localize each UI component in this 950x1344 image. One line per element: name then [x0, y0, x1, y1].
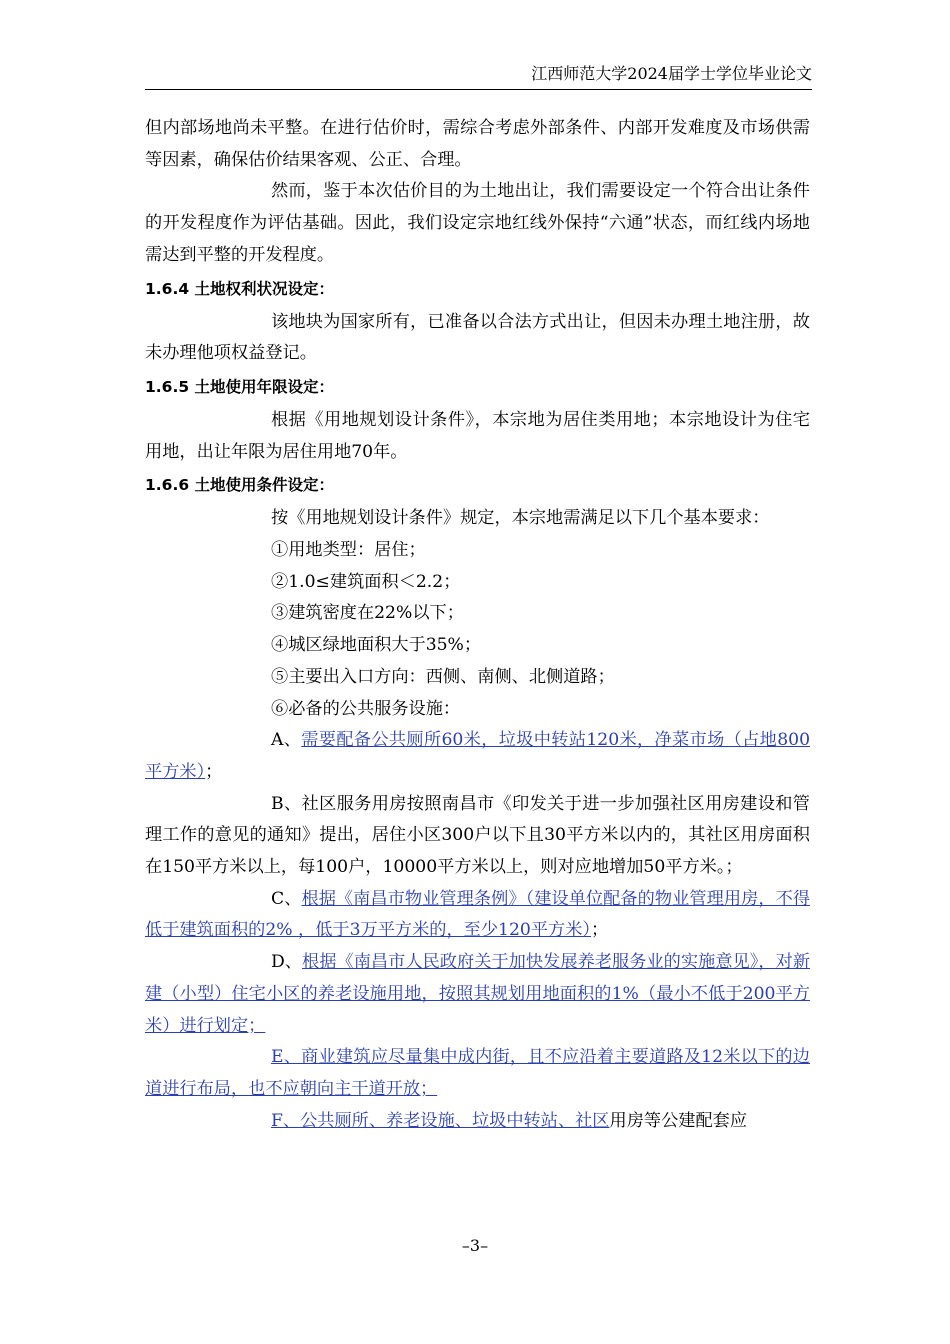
item-f [145, 1106, 810, 1138]
item-b: B、社区服务用房按照南昌市《印发关于进一步加强社区用房建设和管理工作的意见的通知》提出，居住小区300户以下且30平方米以内的，其社区用房面积在150平方米以上，每100户，10000平方米以上，则对应地增加50平方米。； [145, 793, 810, 878]
list-item: ④城区绿地面积大于35%； [271, 635, 482, 656]
section-heading-1-6-4: 1.6.4 土地权利状况设定： [145, 279, 335, 298]
section-heading-1-6-5: 1.6.5 土地使用年限设定： [145, 377, 335, 396]
item-e-link[interactable]: E、商业建筑应尽量集中成内街，且不应沿着主要道路及12米以下的边道进行布局，也不应朝向主干道开放； [145, 1047, 810, 1099]
item-c-prefix: C、 [271, 888, 302, 909]
page-number: –3– [461, 1236, 489, 1255]
paragraph: 按《用地规划设计条件》规定，本宗地需满足以下几个基本要求： [271, 508, 770, 529]
item-a-suffix: ； [205, 761, 223, 782]
item-f-link[interactable]: F、公共厕所、养老设施、垃圾中转站、社区 [271, 1110, 610, 1131]
list-item: ②1.0≤建筑面积＜2.2； [271, 571, 461, 592]
paragraph: 根据《用地规划设计条件》，本宗地为居住类用地；本宗地设计为住宅用地，出让年限为居住用地70年。 [145, 409, 810, 462]
item-d [145, 947, 810, 1042]
item-a-link[interactable]: 需要配备公共厕所60米，垃圾中转站120米，净菜市场（占地800平方米） [145, 730, 810, 782]
item-f-text: 用房等公建配套应 [609, 1110, 748, 1131]
section-heading-1-6-6: 1.6.6 土地使用条件设定： [145, 476, 335, 495]
document-body [145, 113, 810, 1137]
paragraph: 然而，鉴于本次估价目的为土地出让，我们需要设定一个符合出让条件的开发程度作为评估基础。因此，我们设定宗地红线外保持“六通”状态，而红线内场地需达到平整的开发程度。 [145, 181, 810, 265]
list-item: ①用地类型：居住； [271, 540, 426, 561]
paragraph: 但内部场地尚未平整。在进行估价时，需综合考虑外部条件、内部开发难度及市场供需等因素，确保估价结果客观、公正、合理。 [145, 118, 810, 170]
paragraph: 该地块为国家所有，已准备以合法方式出让，但因未办理土地注册，故未办理他项权益登记。 [145, 311, 810, 364]
item-d-link[interactable]: 根据《南昌市人民政府关于加快发展养老服务业的实施意见》，对新建（小型）住宅小区的养老设施用地，按照其规划用地面积的1%（最小不低于200平方米）进行划定； [145, 952, 811, 1036]
page-header: 江西师范大学2024届学士学位毕业论文 [145, 64, 812, 90]
item-c-suffix: ； [591, 920, 609, 941]
item-e [145, 1042, 810, 1105]
list-item: ⑤主要出入口方向：西侧、南侧、北侧道路； [271, 666, 615, 687]
item-c [145, 884, 810, 947]
item-a [145, 725, 810, 788]
item-a-prefix: A、 [271, 730, 302, 751]
item-c-link[interactable]: 根据《南昌市物业管理条例》（建设单位配备的物业管理用房，不得低于建筑面积的2% ，低于3万平方米的，至少120平方米） [145, 888, 811, 941]
list-item: ⑥必备的公共服务设施： [271, 698, 461, 719]
list-item: ③建筑密度在22%以下； [271, 603, 464, 624]
item-d-prefix: D、 [271, 952, 303, 973]
